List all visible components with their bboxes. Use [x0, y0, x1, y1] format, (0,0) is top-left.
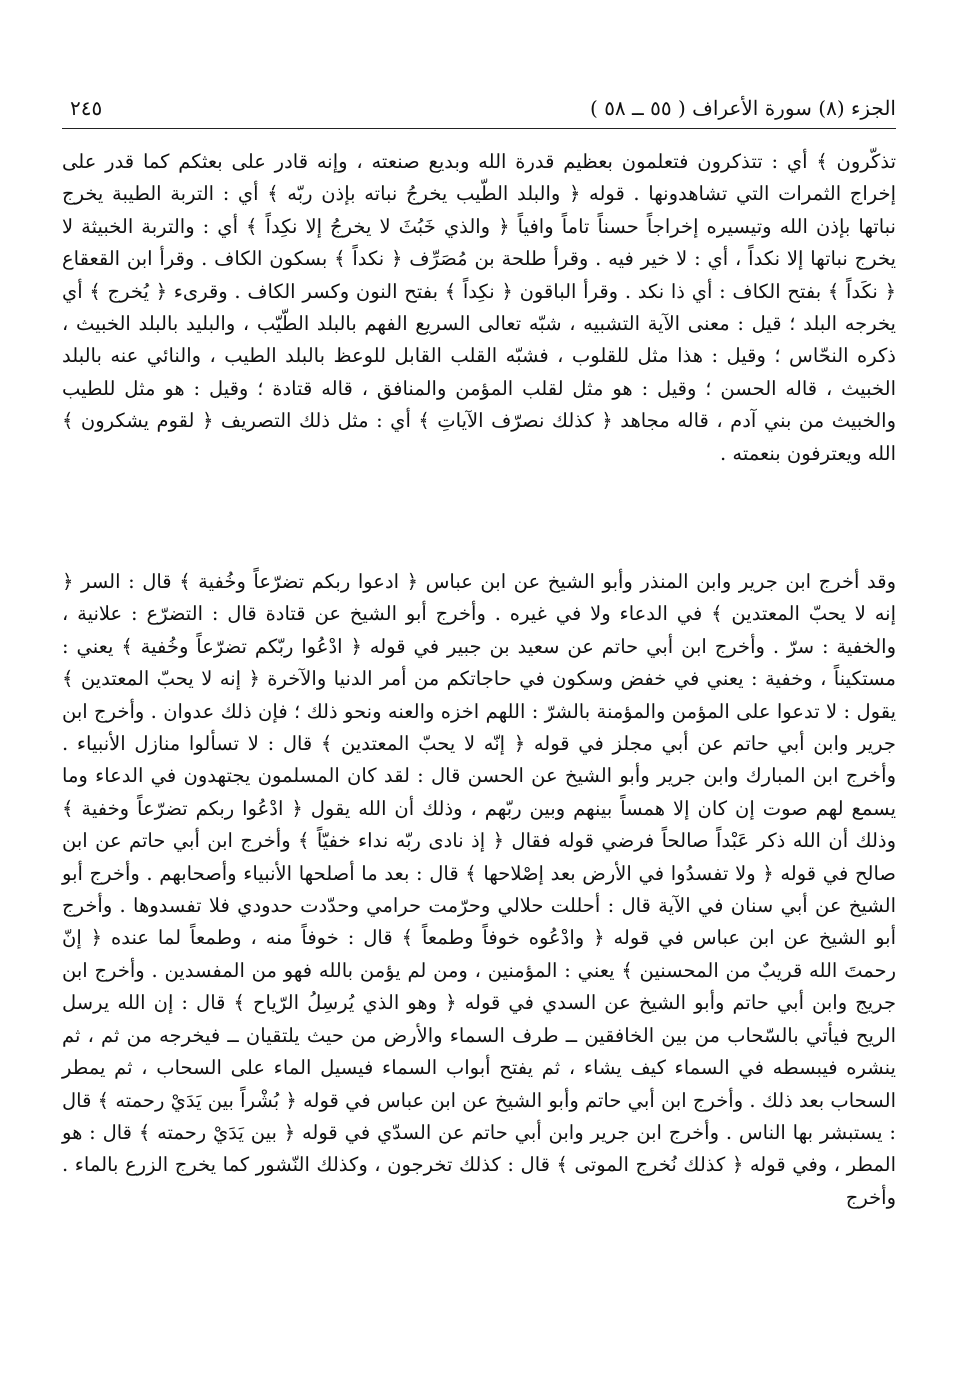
body-paragraph-1	[62, 146, 896, 470]
page-header	[62, 92, 896, 129]
running-title: الجزء (٨) سورة الأعراف ( ٥٥ ــ ٥٨ )	[590, 96, 896, 120]
paragraph-text: وقد أخرج ابن جرير وابن المنذر وأبو الشيخ عن ابن عباس ﴿ ادعوا ربكم تضرّعاً وخُفية ﴾ قال : السر ﴿ إنه لا يحبّ المعتدين ﴾ في الدعاء ولا في غيره . وأخرج أبو الشيخ عن قتادة قال : التضرّع : علانية ، والخفية : سرّ . وأخرج ابن أبي حاتم عن سعيد بن جبير في قوله ﴿ ادْعُوا ربّكم تضرّعاً وخُفية ﴾ يعني : مستكيناً ، وخفية : يعني في خفض وسكون في حاجاتكم من أمر الدنيا والآخرة ﴿ إنه لا يحبّ المعتدين ﴾ يقول : لا تدعوا على المؤمن والمؤمنة بالشرّ : اللهم اخزه والعنه ونحو ذلك ؛ فإن ذلك عدوان . وأخرج ابن جرير وابن أبي حاتم عن أبي مجلز في قوله ﴿ إنّه لا يحبّ المعتدين ﴾ قال : لا تسألوا منازل الأنبياء . وأخرج ابن المبارك وابن جرير وأبو الشيخ عن الحسن قال : لقد كان المسلمون يجتهدون في الدعاء وما يسمع لهم صوت إن كان إلا همساً بينهم وبين ربّهم ، وذلك أن الله يقول ﴿ ادْعُوا ربكم تضرّعاً وخفية ﴾ وذلك أن الله ذكر عَبْداً صالحاً فرضي قوله فقال ﴿ إذ نادى ربّه نداء خفيّاً ﴾ وأخرج ابن أبي حاتم عن ابن صالح في قوله ﴿ ولا تفسدُوا في الأرض بعد إصْلاحها ﴾ قال : بعد ما أصلحها الأنبياء وأصحابهم . وأخرج أبو الشيخ عن أبي سنان في الآية قال : أحللت حلالي وحرّمت حرامي وحدّدت حدودي فلا تفسدوها . وأخرج أبو الشيخ عن ابن عباس في قوله ﴿ وادْعُوه خوفاً وطمعاً ﴾ قال : خوفاً منه ، وطمعاً لما عنده ﴿ إنّ رحمتَ الله قريبٌ من المحسنين ﴾ يعني : المؤمنين ، ومن لم يؤمن بالله فهو من المفسدين . وأخرج ابن جريج وابن أبي حاتم وأبو الشيخ عن السدي في قوله ﴿ وهو الذي يُرسِلُ الرّياح ﴾ قال : إن الله يرسل الريح فيأتي بالسّحاب من بين الخافقين ــ طرف السماء والأرض من حيث يلتقيان ــ فيخرجه من ثم ، ثم ينشره فيبسطه في السماء كيف يشاء ، ثم يفتح أبواب السماء فيسيل الماء على السحاب ، ثم يمطر السحاب بعد ذلك . وأخرج ابن أبي حاتم وأبو الشيخ عن ابن عباس في قوله ﴿ بُشْراً بين يَدَيْ رحمته ﴾ قال : يستبشر بها الناس . وأخرج ابن جرير وابن أبي حاتم عن السدّي في قوله ﴿ بين يَدَيْ رحمته ﴾ قال : هو المطر ، وفي قوله ﴿ كذلك نُخرج الموتى ﴾ قال : كذلك تخرجون ، وكذلك النّشور كما يخرج الزرع بالماء . وأخرج	[62, 570, 896, 1209]
body-paragraph-2	[62, 566, 896, 1214]
paragraph-text: تذكّرون ﴾ أي : تتذكرون فتعلمون بعظيم قدرة الله وبديع صنعته ، وإنه قادر على بعثكم كما قدر على إخراج الثمرات التي تشاهدونها . قوله ﴿ والبلد الطّيب يخرجُ نباته بإذن ربّه ﴾ أي : التربة الطيبة يخرج نباتها بإذن الله وتيسيره إخراجاً حسناً تاماً وافياً ﴿ والذي خَبُثَ لا يخرجُ إلا نكِداً ﴾ أي : والتربة الخبيثة لا يخرج نباتها إلا نكداً ، أي : لا خير فيه . وقرأ طلحة بن مُصَرِّف ﴿ نكداً ﴾ بسكون الكاف . وقرأ ابن القعقاع ﴿ نكَداً ﴾ بفتح الكاف : أي ذا نكد . وقرأ الباقون ﴿ نكِداً ﴾ بفتح النون وكسر الكاف . وقرىء ﴿ يُخرج ﴾ أي يخرجه البلد ؛ قيل : معنى الآية التشبيه ، شبّه تعالى السريع الفهم بالبلد الطّيّب ، والبليد بالبلد الخبيث ، ذكره النحّاس ؛ وقيل : هذا مثل للقلوب ، فشبّه القلب القابل للوعظ بالبلد الطيب ، والنائي عنه بالبلد الخبيث ، قاله الحسن ؛ وقيل : هو مثل لقلب المؤمن والمنافق ، قاله قتادة ؛ وقيل : هو مثل للطيب والخبيث من بني آدم ، قاله مجاهد ﴿ كذلك نصرّف الآياتِ ﴾ أي : مثل ذلك التصريف ﴿ لقوم يشكرون ﴾ الله ويعترفون بنعمته .	[62, 150, 896, 465]
page-number: ٢٤٥	[70, 96, 103, 120]
